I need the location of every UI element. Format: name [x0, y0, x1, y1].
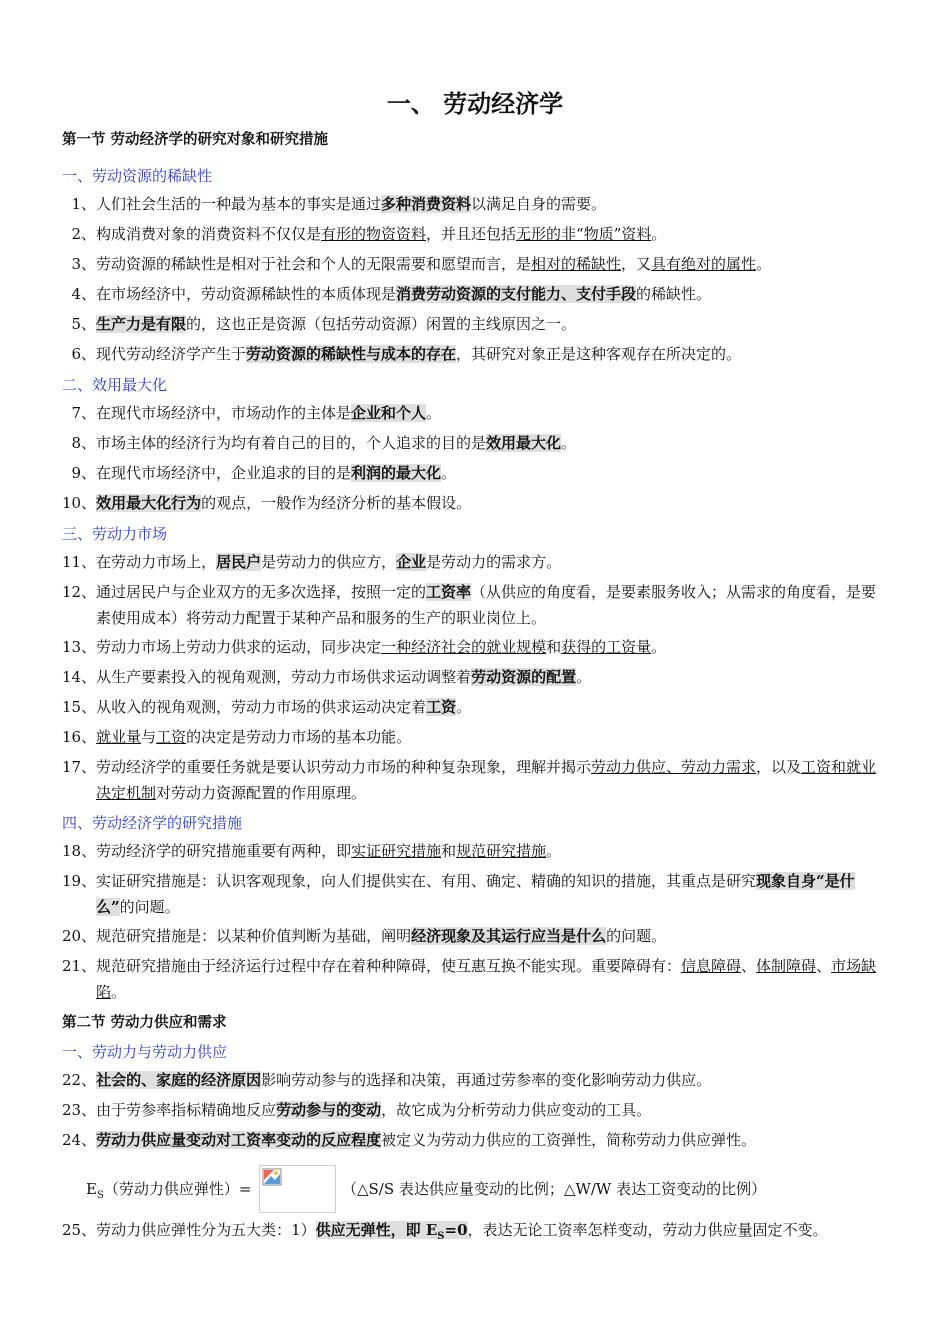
subheading-methods: 四、劳动经济学的研究措施	[62, 814, 243, 832]
list-item-1: 1、人们社会生活的一种最为基本的事实是通过多种消费资料以满足自身的需要。	[71, 195, 607, 213]
section-heading-2: 第二节 劳动力供应和需求	[62, 1015, 227, 1031]
list-item-9: 9、在现代市场经济中，企业追求的目的是利润的最大化。	[71, 464, 457, 482]
list-item-3: 3、劳动资源的稀缺性是相对于社会和个人的无限需要和愿望而言，是相对的稀缺性，又具有绝对的属性。	[71, 255, 772, 273]
list-item-24: 24、劳动力供应量变动对工资率变动的反应程度被定义为劳动力供应的工资弹性，简称劳动力供应弹性。	[62, 1131, 757, 1149]
list-item-2: 2、构成消费对象的消费资料不仅仅是有形的物资资料，并且还包括无形的非“物质”资料。	[71, 225, 667, 243]
list-item-16: 16、就业量与工资的决定是劳动力市场的基本功能。	[62, 728, 412, 746]
list-item-11: 11、在劳动力市场上，居民户是劳动力的供应方，企业是劳动力的需求方。	[62, 553, 562, 571]
list-item-4: 4、在市场经济中，劳动资源稀缺性的本质体现是消费劳动资源的支付能力、支付手段的稀缺性。	[71, 285, 712, 303]
list-item-5: 5、生产力是有限的，这也正是资源（包括劳动资源）闲置的主线原因之一。	[71, 315, 577, 333]
formula-image	[259, 1165, 336, 1213]
list-item-10: 10、效用最大化行为的观点，一般作为经济分析的基本假设。	[62, 494, 472, 512]
list-item-20: 20、规范研究措施是：以某种价值判断为基础，阐明经济现象及其运行应当是什么的问题。	[62, 927, 667, 945]
elasticity-formula	[86, 1165, 896, 1213]
list-item-22: 22、社会的、家庭的经济原因影响劳动参与的选择和决策，再通过劳参率的变化影响劳动力供应。	[62, 1071, 712, 1089]
list-item-17: 17、 劳动经济学的重要任务就是要认识劳动力市场的种种复杂现象，理解并揭示劳动力供应、劳动力需求，以及工资和就业决定机制对劳动力资源配置的作用原理。	[62, 758, 877, 802]
list-item-6: 6、现代劳动经济学产生于劳动资源的稀缺性与成本的存在，其研究对象正是这种客观存在所决定的。	[71, 345, 742, 363]
section-heading-1: 第一节 劳动经济学的研究对象和研究措施	[62, 132, 329, 148]
list-item-7: 7、在现代市场经济中，市场动作的主体是企业和个人。	[71, 404, 442, 422]
list-item-21: 21、 规范研究措施由于经济运行过程中存在着种种障碍，使互惠互换不能实现。重要障碍有：信息障碍、体制障碍、市场缺陷。	[62, 957, 877, 1001]
subheading-utility: 二、效用最大化	[62, 376, 168, 394]
list-item-14: 14、从生产要素投入的视角观测，劳动力市场供求运动调整着劳动资源的配置。	[62, 668, 592, 686]
list-item-13: 13、劳动力市场上劳动力供求的运动，同步决定一种经济社会的就业规模和获得的工资量。	[62, 638, 667, 656]
subheading-labor-market: 三、劳动力市场	[62, 525, 168, 543]
formula-label: $E_S$（劳动力供应弹性）=	[86, 1180, 252, 1201]
list-item-25: 25、劳动力供应弹性分为五大类：1）供应无弹性，即 $E_S=0$，表达无论工资率怎样变动，劳动力供应量固定不变。	[62, 1221, 828, 1242]
subheading-labor-supply: 一、劳动力与劳动力供应	[62, 1043, 228, 1061]
subheading-scarcity: 一、劳动资源的稀缺性	[62, 167, 213, 185]
list-item-8: 8、市场主体的经济行为均有着自己的目的，个人追求的目的是效用最大化。	[71, 434, 577, 452]
list-item-12: 12、 通过居民户与企业双方的无多次选择，按照一定的工资率（从供应的角度看，是要素服务收入；从需求的角度看，是要素使用成本）将劳动力配置于某种产品和服务的生产的职业岗位上。	[62, 583, 877, 627]
list-item-18: 18、劳动经济学的研究措施重要有两种，即实证研究措施和规范研究措施。	[62, 842, 562, 860]
formula-note: （△S/S 表达供应量变动的比例；△W/W 表达工资变动的比例）	[342, 1180, 767, 1198]
broken-image-icon	[262, 1168, 284, 1188]
list-item-19: 19、 实证研究措施是：认识客观现象，向人们提供实在、有用、确定、精确的知识的措施，其重点是研究现象自身“是什么”的问题。	[62, 872, 855, 916]
list-item-23: 23、由于劳参率指标精确地反应劳动参与的变动，故它成为分析劳动力供应变动的工具。	[62, 1101, 652, 1119]
chapter-title: 一、 劳动经济学	[386, 90, 564, 118]
list-item-15: 15、从收入的视角观测，劳动力市场的供求运动决定着工资。	[62, 698, 472, 716]
